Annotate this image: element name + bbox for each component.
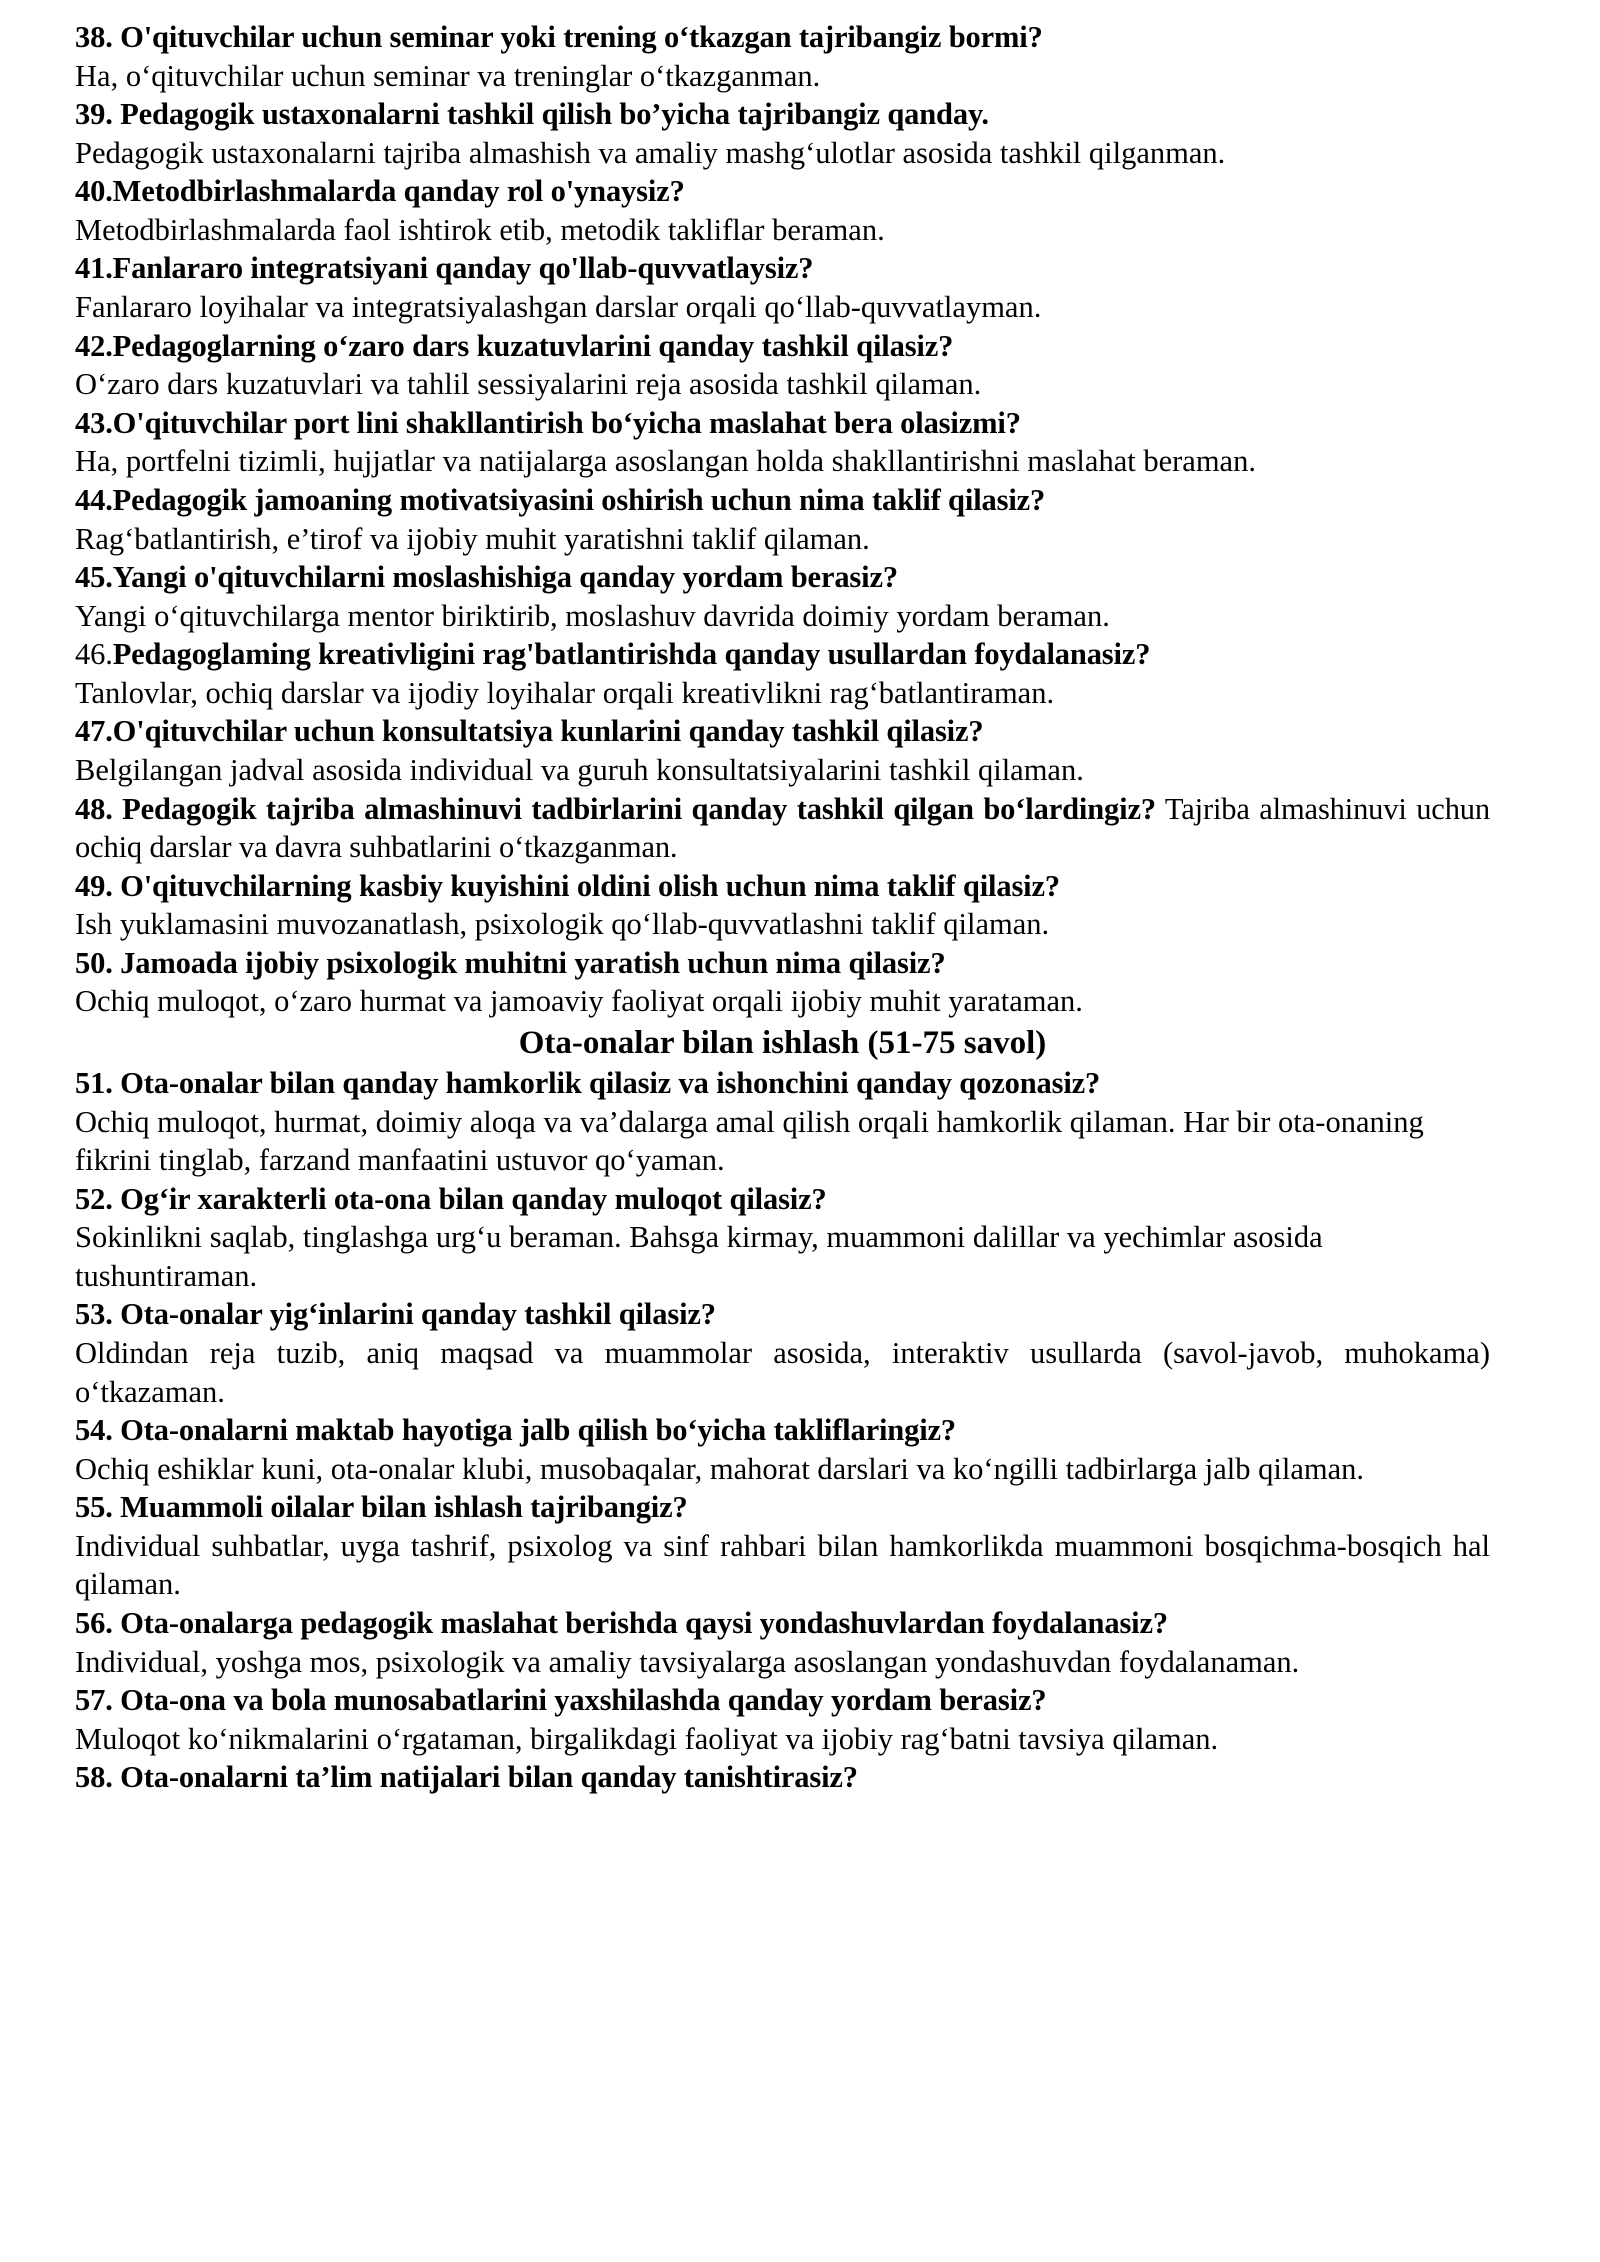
question-48	[75, 790, 1490, 867]
answer-39: Pedagogik ustaxonalarni tajriba almashish va amaliy mashg‘ulotlar asosida tashkil qilganman.	[75, 135, 1226, 170]
question-39: 39. Pedagogik ustaxonalarni tashkil qilish bo’yicha tajribangiz qanday.	[75, 97, 989, 132]
question-47: 47.O'qituvchilar uchun konsultatsiya kunlarini qanday tashkil qilasiz?	[75, 714, 984, 749]
document-body	[75, 18, 1490, 1797]
answer-54: Ochiq eshiklar kuni, ota-onalar klubi, musobaqalar, mahorat darslari va ko‘ngilli tadbirlarga jalb qilaman.	[75, 1451, 1364, 1486]
answer-50: Ochiq muloqot, o‘zaro hurmat va jamoaviy faoliyat orqali ijobiy muhit yarataman.	[75, 984, 1083, 1019]
question-46-number: 46.	[75, 637, 113, 672]
question-57: 57. Ota-ona va bola munosabatlarini yaxshilashda qanday yordam berasiz?	[75, 1683, 1047, 1718]
question-45: 45.Yangi o'qituvchilarni moslashishiga qanday yordam berasiz?	[75, 560, 898, 595]
question-50: 50. Jamoada ijobiy psixologik muhitni yaratish uchun nima qilasiz?	[75, 945, 946, 980]
answer-49: Ish yuklamasini muvozanatlash, psixologik qo‘llab-quvvatlashni taklif qilaman.	[75, 907, 1050, 942]
answer-56: Individual, yoshga mos, psixologik va amaliy tavsiyalarga asoslangan yondashuvdan foydalanaman.	[75, 1644, 1300, 1679]
answer-41: Fanlararo loyihalar va integratsiyalashgan darslar orqali qo‘llab-quvvatlayman.	[75, 290, 1042, 325]
answer-38: Ha, o‘qituvchilar uchun seminar va treninglar o‘tkazganman.	[75, 58, 821, 93]
question-48-text: 48. Pedagogik tajriba almashinuvi tadbirlarini qanday tashkil qilgan bo‘lardingiz?	[75, 791, 1156, 826]
answer-45: Yangi o‘qituvchilarga mentor biriktirib, moslashuv davrida doimiy yordam beraman.	[75, 598, 1110, 633]
question-51: 51. Ota-onalar bilan qanday hamkorlik qilasiz va ishonchini qanday qozonasiz?	[75, 1065, 1101, 1100]
answer-57: Muloqot ko‘nikmalarini o‘rgataman, birgalikdagi faoliyat va ijobiy rag‘batni tavsiya qilaman.	[75, 1721, 1219, 1756]
question-46-text: Pedagoglaming kreativligini rag'batlantirishda qanday usullardan foydalanasiz?	[112, 637, 1151, 672]
question-41: 41.Fanlararo integratsiyani qanday qo'llab-quvvatlaysiz?	[75, 251, 814, 286]
answer-52: Sokinlikni saqlab, tinglashga urg‘u beraman. Bahsga kirmay, muammoni dalillar va yechimlar asosida tushuntiraman.	[75, 1220, 1323, 1293]
question-55: 55. Muammoli oilalar bilan ishlash tajribangiz?	[75, 1490, 688, 1525]
answer-42: O‘zaro dars kuzatuvlari va tahlil sessiyalarini reja asosida tashkil qilaman.	[75, 367, 982, 402]
answer-46: Tanlovlar, ochiq darslar va ijodiy loyihalar orqali kreativlikni rag‘batlantiraman.	[75, 675, 1055, 710]
answer-40: Metodbirlashmalarda faol ishtirok etib, metodik takliflar beraman.	[75, 212, 885, 247]
question-40: 40.Metodbirlashmalarda qanday rol o'ynaysiz?	[75, 174, 685, 209]
answer-53: Oldindan reja tuzib, aniq maqsad va muammolar asosida, interaktiv usullarda (savol-javob, muhokama) o‘tkazaman.	[75, 1335, 1490, 1409]
question-46	[75, 635, 1490, 674]
question-58: 58. Ota-onalarni ta’lim natijalari bilan qanday tanishtirasiz?	[75, 1760, 858, 1795]
question-49: 49. O'qituvchilarning kasbiy kuyishini oldini olish uchun nima taklif qilasiz?	[75, 868, 1060, 903]
question-56: 56. Ota-onalarga pedagogik maslahat berishda qaysi yondashuvlardan foydalanasiz?	[75, 1606, 1168, 1641]
answer-48: Tajriba almashinuvi uchun ochiq darslar va davra suhbatlarini o‘tkazganman.	[75, 791, 1490, 865]
question-53: 53. Ota-onalar yig‘inlarini qanday tashkil qilasiz?	[75, 1297, 716, 1332]
answer-47: Belgilangan jadval asosida individual va guruh konsultatsiyalarini tashkil qilaman.	[75, 752, 1084, 787]
question-38: 38. O'qituvchilar uchun seminar yoki trening o‘tkazgan tajribangiz bormi?	[75, 20, 1043, 54]
answer-51: Ochiq muloqot, hurmat, doimiy aloqa va va’dalarga amal qilish orqali hamkorlik qilaman. Har bir ota-onaning fikrini tinglab, farzand manfaatini ustuvor qo‘yaman.	[75, 1104, 1424, 1178]
question-42: 42.Pedagoglarning o‘zaro dars kuzatuvlarini qanday tashkil qilasiz?	[75, 328, 954, 363]
question-54: 54. Ota-onalarni maktab hayotiga jalb qilish bo‘yicha takliflaringiz?	[75, 1413, 957, 1448]
question-52: 52. Og‘ir xarakterli ota-ona bilan qanday muloqot qilasiz?	[75, 1181, 827, 1216]
answer-44: Rag‘batlantirish, e’tirof va ijobiy muhit yaratishni taklif qilaman.	[75, 521, 870, 556]
question-44: 44.Pedagogik jamoaning motivatsiyasini oshirish uchun nima taklif qilasiz?	[75, 482, 1046, 517]
answer-55: Individual suhbatlar, uyga tashrif, psixolog va sinf rahbari bilan hamkorlikda muammoni bosqichma-bosqich hal qilaman.	[75, 1528, 1490, 1602]
section-heading: Ota-onalar bilan ishlash (51-75 savol)	[518, 1025, 1047, 1062]
question-43: 43.O'qituvchilar port lini shakllantirish bo‘yicha maslahat bera olasizmi?	[75, 405, 1021, 440]
answer-43: Ha, portfelni tizimli, hujjatlar va natijalarga asoslangan holda shakllantirishni maslahat beraman.	[75, 444, 1256, 479]
